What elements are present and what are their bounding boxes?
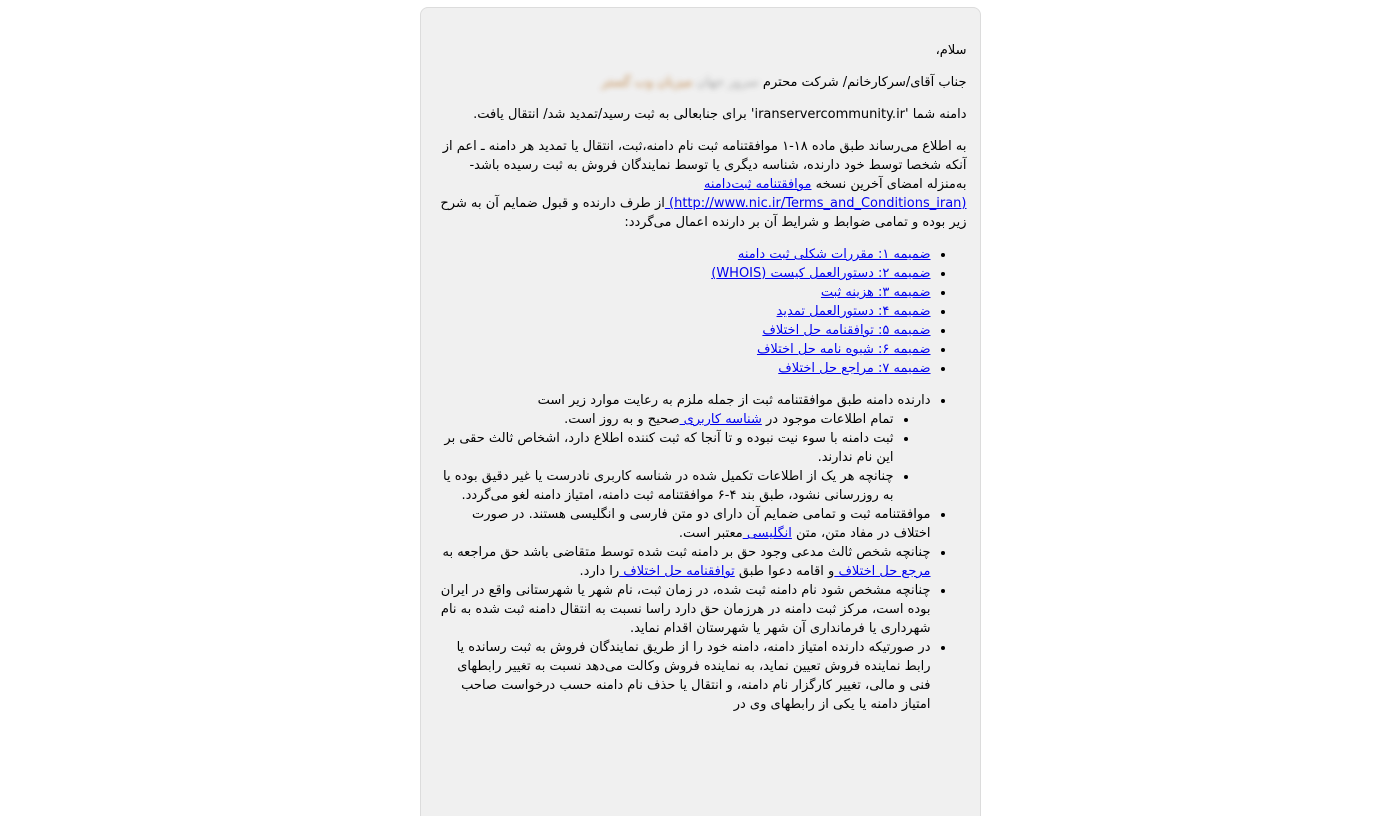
appendix-1-link[interactable]: ضمیمه ۱: مقررات شکلی ثبت دامنه [737,247,931,262]
appendix-5-link[interactable]: ضمیمه ۵: توافقنامه حل اختلاف [762,323,931,338]
sub3-text: چنانچه هر یک از اطلاعات تکمیل شده در شناسه کاربری نادرست یا غیر دقیق بوده یا به روزرسانی نشود، طبق بند ۴-۶ موافقتنامه ثبت دامنه، امتیاز دامنه لغو می‌گردد. [443,469,894,503]
appendix-6-link[interactable]: ضمیمه ۶: شیوه نامه حل اختلاف [756,342,931,357]
appendix-list-item [434,340,931,359]
dispute-resolution-agreement-link[interactable]: توافقنامه حل اختلاف [619,564,735,579]
holder-intro-text: دارنده دامنه طبق موافقتنامه ثبت از جمله ملزم به رعایت موارد زیر است [537,393,931,408]
salutation-text: جناب آقای/سرکارخانم/ شرکت محترم [758,75,967,90]
appendix-list-item [434,283,931,302]
appendix-3-link[interactable]: ضمیمه ۳: هزینه ثبت [820,285,931,300]
obligation-reseller-item [434,638,931,714]
intro-text-after: از طرف دارنده و قبول ضمایم آن به شرح زیر بوده و تمامی ضوابط و شرایط آن بر دارنده اعمال می‌گردد: [440,196,967,230]
city-name-text: چنانچه مشخص شود نام دامنه ثبت شده، در زمان ثبت، نام شهر یا شهرستانی واقع در ایران بوده است، مرکز ثبت دامنه در هرزمان حق دارد راسا نسبت به انتقال دامنه ثبت شده به نام شهرداری یا فرمانداری آن شهر یا شهرستان اقدام نماید. [440,583,931,636]
third-party-text-before: چنانچه شخص ثالث مدعی وجود حق بر دامنه ثبت شده توسط متقاضی باشد حق مراجعه به [442,545,931,560]
appendix-list [434,245,967,378]
obligation-third-party-item [434,543,931,581]
appendix-list-item [434,264,931,283]
english-text-link[interactable]: انگلیسی [742,526,792,541]
sub1-text-after: صحیح و به روز است. [564,412,680,427]
salutation-line [434,73,967,92]
bilingual-text-after: معتبر است. [678,526,743,541]
intro-paragraph [434,137,967,232]
appendix-list-item [434,321,931,340]
user-handle-link[interactable]: شناسه کاربری [679,412,762,427]
intro-text-before: به اطلاع می‌رساند طبق ماده ۱۸-۱ موافقتنامه ثبت نام دامنه،ثبت، انتقال یا تمدید هر دامنه ـ اعم از آنکه شخصا توسط خود دارنده، شناسه دیگری یا توسط نمایندگان فروش به ثبت رسیده باشد- به‌منزله امضای آخرین نسخه [442,139,967,192]
obligation-holder-item [434,391,931,505]
appendix-2-link[interactable]: ضمیمه ۲: دستورالعمل کیست (WHOIS) [711,266,931,281]
holder-obligations-sublist [434,410,931,505]
third-party-text-after: را دارد. [579,564,620,579]
redacted-recipient-name [602,75,759,90]
obligations-list [434,391,967,714]
greeting-text: سلام، [935,43,967,58]
terms-and-conditions-link[interactable]: موافقتنامه ثبت‌دامنه (http://www.nic.ir/Terms_and_Conditions_iran) [664,177,967,211]
bilingual-text-before: موافقتنامه ثبت و تمامی ضمایم آن دارای دو متن فارسی و انگلیسی هستند. در صورت اختلاف در مفاد متن، متن [471,507,931,541]
redacted-name-part: میزبان وب گستر [601,75,693,90]
appendix-list-item [434,302,931,321]
appendix-list-item [434,245,931,264]
obligation-bilingual-item [434,505,931,543]
obligation-sub-item [434,467,894,505]
appendix-4-link[interactable]: ضمیمه ۴: دستورالعمل تمدید [776,304,931,319]
obligation-sub-item [434,410,894,429]
redacted-name-part: سرور جهان [696,75,759,90]
appendix-7-link[interactable]: ضمیمه ۷: مراجع حل اختلاف [778,361,931,376]
obligation-sub-item [434,429,894,467]
dispute-resolution-authority-link[interactable]: مرجع حل اختلاف [834,564,931,579]
reseller-text: در صورتیکه دارنده امتیاز دامنه، دامنه خود را از طریق نمایندگان فروش به ثبت رسانده یا رابط نماینده فروش تعیین نماید، به نماینده فروش وکالت می‌دهد نسبت به تغییر رابطهای فنی و مالی، تغییر کارگزار نام دامنه، و انتقال یا حذف نام دامنه حسب درخواست صاحب امتیاز دامنه یا یکی از رابطهای وی در [456,640,931,712]
third-party-text-middle: و اقامه دعوا طبق [734,564,835,579]
sub1-text-before: تمام اطلاعات موجود در [761,412,894,427]
registration-notice: دامنه شما 'iranservercommunity.ir' برای جنابعالی به ثبت رسید/تمدید شد/ انتقال یافت. [473,107,967,122]
appendix-list-item [434,359,931,378]
obligation-city-name-item [434,581,931,638]
sub2-text: ثبت دامنه با سوء نیت نبوده و تا آنجا که ثبت کننده اطلاع دارد، اشخاص ثالث حقی بر این نام ندارند. [444,431,894,465]
email-body-card [420,7,981,816]
